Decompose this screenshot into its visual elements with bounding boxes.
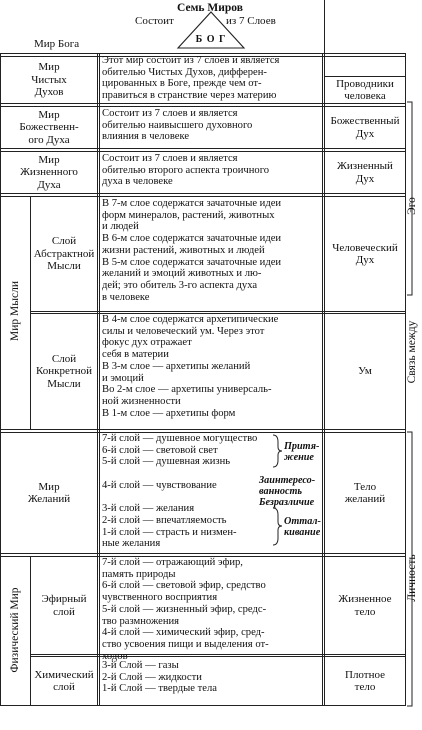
group-repulsion: Оттал- кивание xyxy=(284,516,321,538)
grid-line xyxy=(97,53,98,706)
grid-line xyxy=(30,311,406,312)
link-label: Связь между xyxy=(406,320,418,384)
grid-line xyxy=(0,53,1,706)
grid-line xyxy=(0,705,406,706)
grid-line xyxy=(99,53,100,706)
world-desc-desires: 7-й слой — душевное могущество 6-й слой — световой свет 5-й слой — душевная жизнь 4-й слой — чувствование 3-й слой — желания 2-й слой — впечатляемость 1-й слой — страсть и низмен- ные желания xyxy=(102,433,258,550)
group-interest-indifference: Заинтересо- ванность Безразличие xyxy=(259,475,316,508)
vehicle-divine-spirit: Божественный Дух xyxy=(330,115,400,140)
layer-name-abstract-thought: Слой Абстрактной Мысли xyxy=(33,235,95,273)
vehicle-dense-body: Плотное тело xyxy=(345,668,385,693)
layer-name-concrete-thought: Слой Конкретной Мысли xyxy=(36,352,92,390)
physical-world-label: Физический Мир xyxy=(9,587,21,673)
layer-desc-abstract-thought: В 7-м слое содержатся зачаточные идеи форм минералов, растений, животных и людей В 6-м слое содержатся зачаточные идеи жизни растений, животных и людей В 5-м слое содержатся зачаточные идеи желаний и эмоций животных и лю- дей; это обитель 3-го аспекта духа в человеке xyxy=(102,198,282,303)
vehicle-human-spirit: Человеческий Дух xyxy=(332,241,398,266)
layer-name-chemical: Химический слой xyxy=(34,668,94,693)
god-world-label: Мир Бога xyxy=(34,38,80,50)
layer-desc-etheric: 7-й слой — отражающий эфир, память природы 6-й слой — световой эфир, средство чувственного восприятия 5-й слой — жизненный эфир, средс- тво размножения 4-й слой — химический эфир, сред- ство усвоения пищи и выделения от- ходов xyxy=(102,557,269,662)
header-right-text: из 7 Слоев xyxy=(226,15,276,27)
layer-desc-concrete-thought: В 4-м слое содержатся архетипические силы и человеческий ум. Через этот фокус дух отражает себя в материи В 3-м слое — архетипы желаний и эмоций Во 2-м слое — архетипы универсаль- ной жизненности В 1-м слое — архетипы форм xyxy=(102,314,279,419)
personality-label: Личность xyxy=(406,554,418,602)
grid-line xyxy=(0,53,406,54)
world-name-desires: Мир Желаний xyxy=(27,480,71,505)
vehicle-desire-body: Тело желаний xyxy=(344,480,386,505)
world-desc-pure-spirits: Этот мир состоит из 7 слоев и является обителью Чистых Духов, дифферен- цированных в Боге, прежде чем от- правиться в странствие через материю xyxy=(102,55,280,102)
grid-line xyxy=(324,0,325,54)
world-name-pure-spirits: Мир Чистых Духов xyxy=(31,61,67,99)
grid-line xyxy=(0,103,406,104)
header-left-text: Состоит xyxy=(135,15,174,27)
vehicles-heading: Проводники человека xyxy=(336,77,394,102)
ego-label: Эго xyxy=(406,197,418,215)
grid-line xyxy=(0,193,406,194)
vehicle-vital-body: Жизненное тело xyxy=(338,593,392,618)
vehicle-life-spirit: Жизненный Дух xyxy=(337,160,393,185)
triangle-label: Б О Г xyxy=(195,34,227,45)
grid-line xyxy=(0,148,406,149)
world-of-thought-label: Мир Мысли xyxy=(9,281,21,341)
world-desc-divine-spirit: Состоит из 7 слоев и является обителью наивысшего духовного влияния в человеке xyxy=(102,108,253,143)
world-name-divine-spirit: Мир Божественн- ого Духа xyxy=(19,108,79,146)
world-desc-life-spirit: Состоит из 7 слоев и является обителью второго аспекта троичного духа в человеке xyxy=(102,153,270,188)
vehicle-mind: Ум xyxy=(358,365,372,378)
layer-desc-chemical: 3-й Слой — газы 2-й Слой — жидкости 1-й Слой — твердые тела xyxy=(102,660,217,695)
layer-name-etheric: Эфирный слой xyxy=(41,593,87,618)
grid-line xyxy=(0,553,406,554)
world-name-life-spirit: Мир Жизненного Духа xyxy=(20,153,78,191)
header-title: Семь Миров xyxy=(177,2,243,14)
grid-line xyxy=(0,429,406,430)
group-attraction: Притя- жение xyxy=(284,441,320,463)
